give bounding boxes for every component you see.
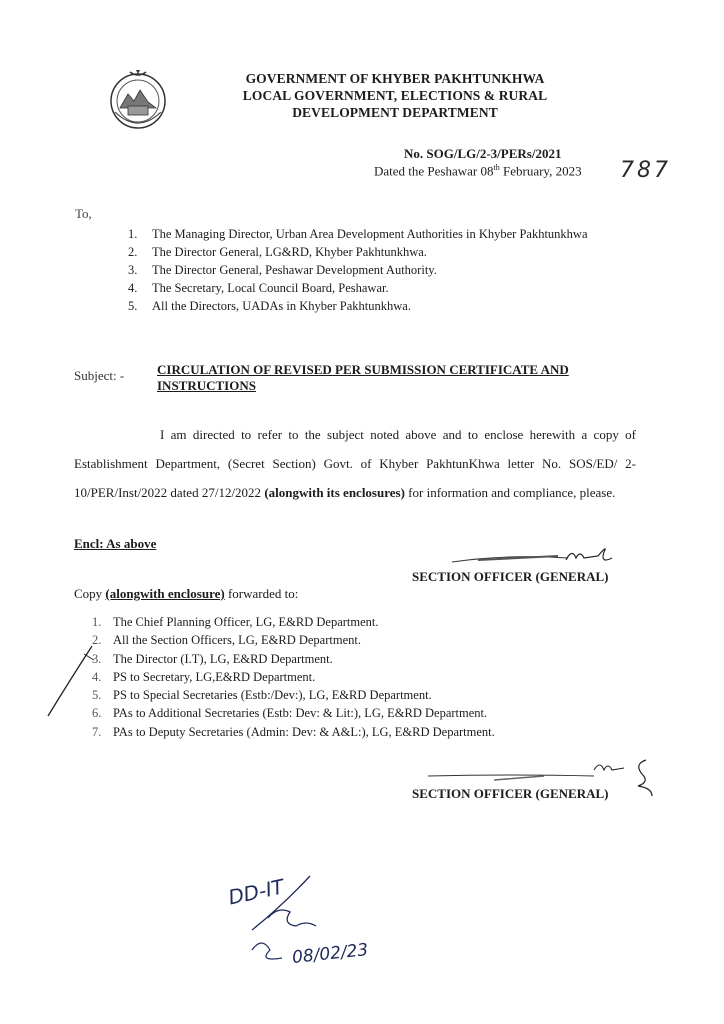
item-number: 5. — [128, 299, 138, 313]
dated-sup: th — [493, 163, 500, 172]
body-part-2: for information and compliance, please. — [404, 485, 616, 500]
body-paragraph — [74, 420, 636, 507]
copy-suffix: forwarded to: — [224, 586, 299, 601]
item-text: The Director General, LG&RD, Khyber Pakhtunkhwa. — [152, 245, 427, 259]
item-number: 3. — [128, 263, 138, 277]
list-item — [92, 723, 652, 741]
handwritten-diary-number: 787 — [620, 158, 671, 183]
item-text: The Director General, Peshawar Development Authority. — [152, 263, 437, 277]
header-line-2: LOCAL GOVERNMENT, ELECTIONS & RURAL — [242, 88, 548, 103]
list-item — [92, 704, 652, 722]
list-item — [92, 650, 652, 668]
to-label: To, — [75, 206, 92, 221]
item-text: The Chief Planning Officer, LG, E&RD Department. — [113, 615, 379, 629]
item-text: The Secretary, Local Council Board, Peshawar. — [152, 281, 389, 295]
item-text: All the Section Officers, LG, E&RD Department. — [113, 633, 361, 648]
copy-list — [92, 613, 652, 741]
body-part-1: I am directed to refer to the subject noted above and to enclose herewith a copy of Establishment Department, (Secret Section) Govt. of Khyber PakhtunKhwa letter No. SOS/ED/ 2-10/PER/Inst/2022 dated 27/12/2022 — [74, 427, 636, 500]
item-text: PS to Secretary, LG,E&RD Department. — [113, 669, 316, 684]
list-item — [92, 631, 652, 649]
item-number: 2. — [92, 633, 102, 648]
pen-mark-icon — [40, 640, 100, 720]
item-number: 3. — [92, 651, 102, 666]
reference-number: No. SOG/LG/2-3/PERs/2021 — [404, 146, 562, 161]
subject-label: Subject: - — [74, 368, 125, 383]
list-item — [128, 262, 638, 279]
item-number: 1. — [128, 227, 138, 241]
list-item — [128, 280, 638, 297]
body-bold: (alongwith its enclosures) — [264, 485, 405, 500]
item-number: 4. — [128, 281, 138, 295]
signature-1-icon — [448, 540, 628, 570]
item-number: 5. — [92, 688, 102, 703]
handwritten-note — [222, 866, 382, 986]
list-item — [128, 226, 638, 243]
item-text: PAs to Deputy Secretaries (Admin: Dev: & A&L:), LG, E&RD Department. — [113, 724, 495, 739]
department-header — [210, 70, 580, 121]
enclosure-note: Encl: As above — [74, 536, 157, 551]
handwritten-note-line-1: DD-IT — [226, 874, 287, 910]
dated-line — [374, 163, 582, 179]
recipient-list — [128, 226, 638, 316]
copy-underlined: (alongwith enclosure) — [105, 586, 225, 601]
item-text: All the Directors, UADAs in Khyber Pakhtunkhwa. — [152, 299, 411, 313]
copy-forwarded-line — [74, 586, 298, 602]
item-number: 1. — [92, 615, 102, 629]
subject-text: CIRCULATION OF REVISED PER SUBMISSION CERTIFICATE AND INSTRUCTIONS — [157, 362, 569, 393]
list-item — [92, 613, 652, 631]
header-line-3: DEVELOPMENT DEPARTMENT — [292, 105, 498, 120]
item-number: 4. — [92, 669, 102, 684]
header-line-1: GOVERNMENT OF KHYBER PAKHTUNKHWA — [245, 71, 545, 86]
dated-prefix: Dated the Peshawar 08 — [374, 163, 494, 179]
item-number: 6. — [92, 706, 102, 721]
list-item — [92, 668, 652, 686]
item-text: PS to Special Secretaries (Estb:/Dev:), LG, E&RD Department. — [113, 688, 432, 703]
item-text: PAs to Additional Secretaries (Estb: Dev: & Lit:), LG, E&RD Department. — [113, 706, 488, 721]
item-text: The Director (I.T), LG, E&RD Department. — [113, 651, 333, 666]
item-text: The Managing Director, Urban Area Development Authorities in Khyber Pakhtunkhwa — [152, 227, 588, 241]
handwritten-note-line-2: 08/02/23 — [291, 940, 370, 968]
section-officer-title-2: SECTION OFFICER (GENERAL) — [412, 786, 609, 801]
dated-suffix: February, 2023 — [499, 163, 582, 179]
list-item — [92, 686, 652, 704]
item-number: 2. — [128, 245, 138, 259]
item-number: 7. — [92, 724, 102, 739]
list-item — [128, 298, 638, 315]
list-item — [128, 244, 638, 261]
copy-prefix: Copy — [74, 586, 106, 601]
government-emblem-icon — [106, 68, 170, 132]
section-officer-title-1: SECTION OFFICER (GENERAL) — [412, 569, 609, 584]
